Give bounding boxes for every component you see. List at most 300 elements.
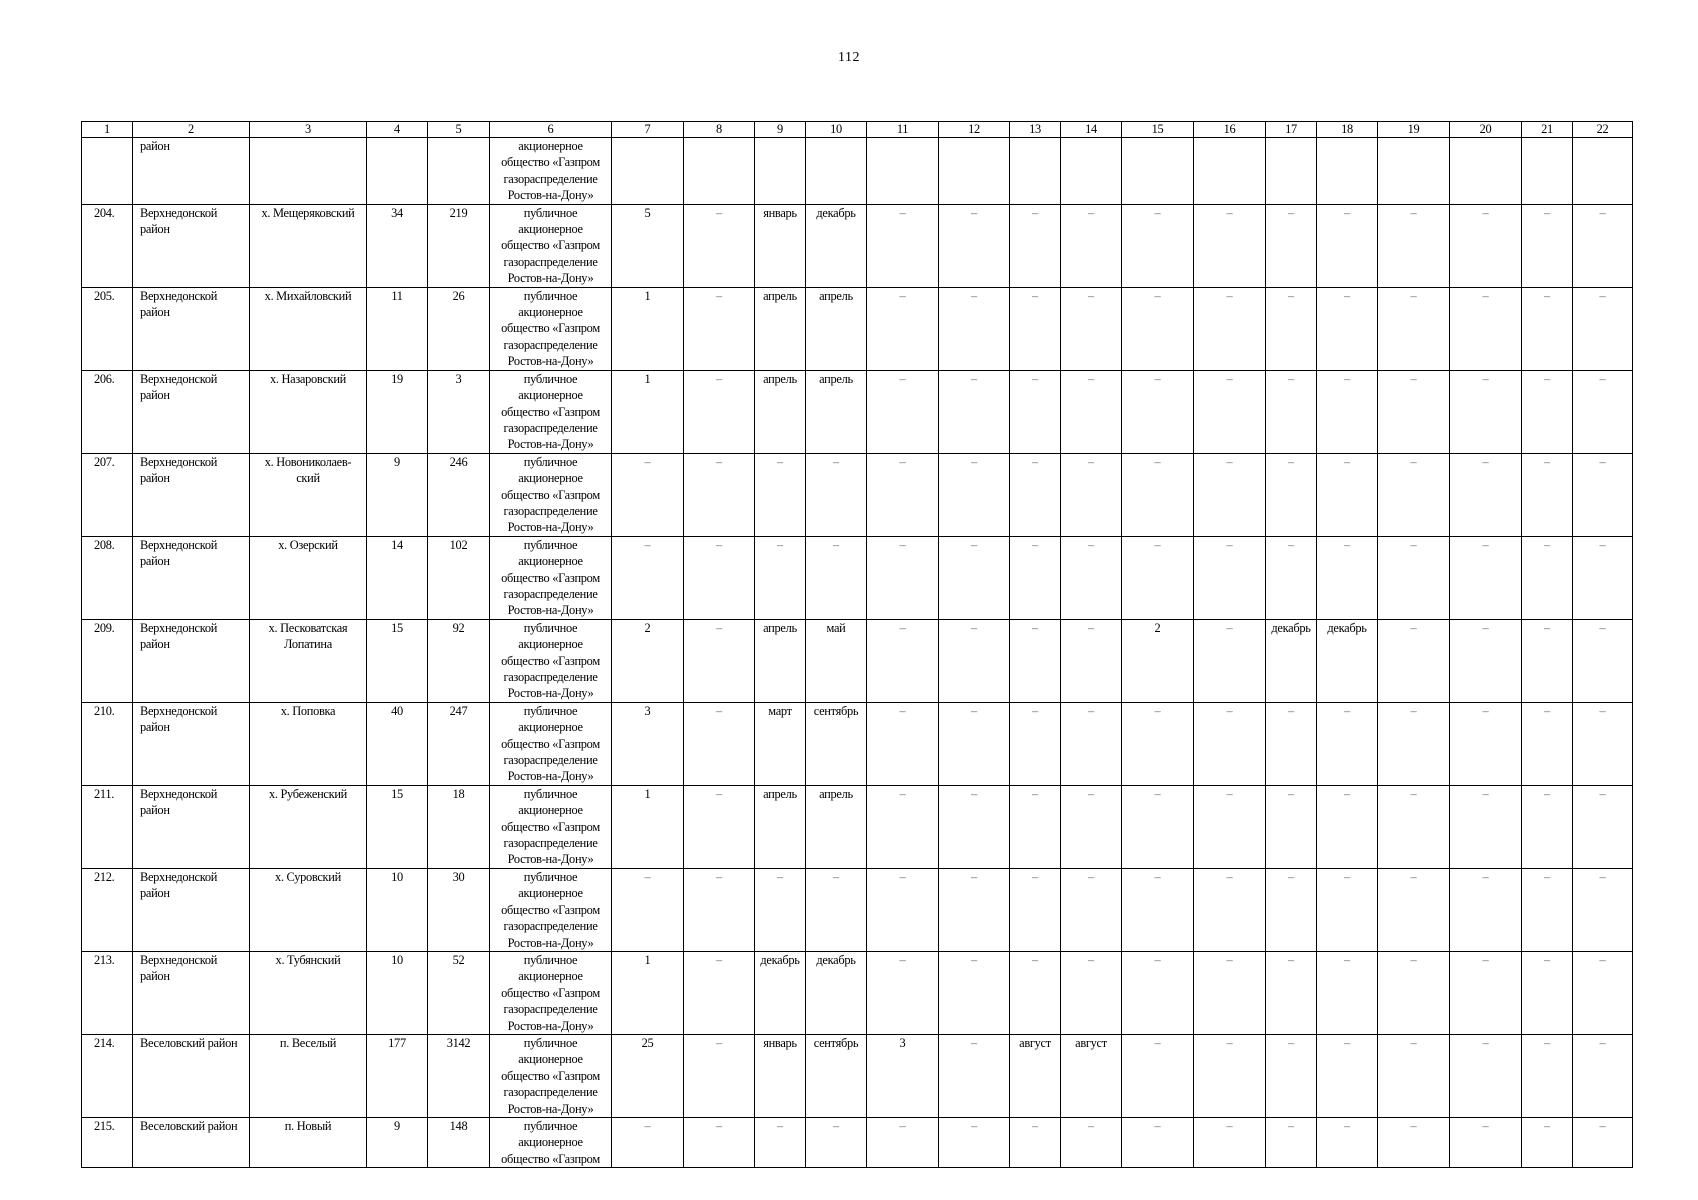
cell-c18: –: [1317, 204, 1378, 287]
cell: [428, 138, 490, 205]
cell-c20: –: [1450, 868, 1522, 951]
cell-c9: апрель: [755, 370, 806, 453]
cell-c12: –: [939, 702, 1010, 785]
table-row: [82, 370, 1633, 453]
cell-row-number: 206.: [82, 370, 133, 453]
cell-c19: –: [1378, 536, 1450, 619]
cell-c21: –: [1522, 453, 1573, 536]
cell-c17: –: [1266, 204, 1317, 287]
cell: [1194, 138, 1266, 205]
cell-c20: –: [1450, 204, 1522, 287]
cell-c18: –: [1317, 536, 1378, 619]
cell-c7: 1: [612, 785, 684, 868]
cell-c9: апрель: [755, 619, 806, 702]
cell-c11: 3: [867, 1034, 939, 1117]
cell-c21: –: [1522, 370, 1573, 453]
cell-c21: –: [1522, 536, 1573, 619]
cell-c10: –: [806, 868, 867, 951]
cell-c11: –: [867, 287, 939, 370]
cell-row-number: 211.: [82, 785, 133, 868]
cell-c16: –: [1194, 453, 1266, 536]
cell-c11: –: [867, 702, 939, 785]
cell: [1317, 138, 1378, 205]
cell-c8: –: [684, 785, 755, 868]
cell-c9: –: [755, 868, 806, 951]
cell-settlement: х. Тубянский: [250, 951, 367, 1034]
cell-c21: –: [1522, 951, 1573, 1034]
cell-c22: –: [1573, 536, 1633, 619]
cell-c21: –: [1522, 1117, 1573, 1167]
cell-settlement: х. Рубеженский: [250, 785, 367, 868]
cell-c10: декабрь: [806, 204, 867, 287]
table-row: [82, 785, 1633, 868]
cell-c14: –: [1061, 287, 1122, 370]
cell-c20: –: [1450, 536, 1522, 619]
cell-c15: –: [1122, 536, 1194, 619]
cell-c18: –: [1317, 868, 1378, 951]
cell-c5: 26: [428, 287, 490, 370]
cell-c10: сентябрь: [806, 702, 867, 785]
cell-c15: –: [1122, 370, 1194, 453]
cell-row-number: 210.: [82, 702, 133, 785]
cell-c22: –: [1573, 370, 1633, 453]
header-cell: 5: [428, 122, 490, 138]
cell-c12: –: [939, 204, 1010, 287]
cell-c17: –: [1266, 785, 1317, 868]
cell-c19: –: [1378, 370, 1450, 453]
cell-c15: –: [1122, 1034, 1194, 1117]
cell-c13: –: [1010, 619, 1061, 702]
header-cell: 20: [1450, 122, 1522, 138]
cell-c13: –: [1010, 868, 1061, 951]
cell-c18: –: [1317, 785, 1378, 868]
cell-c7: 25: [612, 1034, 684, 1117]
cell-c12: –: [939, 785, 1010, 868]
cell-c12: –: [939, 370, 1010, 453]
cell-c16: –: [1194, 619, 1266, 702]
cell-c5: 219: [428, 204, 490, 287]
cell: [612, 138, 684, 205]
cell: [755, 138, 806, 205]
page-number: 112: [838, 50, 860, 65]
header-cell: 4: [367, 122, 428, 138]
cell-c15: –: [1122, 453, 1194, 536]
cell-organization: публичное акционерное общество «Газпром газораспределение Ростов-на-Дону»: [490, 868, 612, 951]
cell-organization: публичное акционерное общество «Газпром газораспределение Ростов-на-Дону»: [490, 1034, 612, 1117]
cell-c12: –: [939, 1034, 1010, 1117]
header-cell: 1: [82, 122, 133, 138]
table-row: [82, 453, 1633, 536]
cell-c21: –: [1522, 619, 1573, 702]
cell: [367, 138, 428, 205]
cell-c15: –: [1122, 785, 1194, 868]
cell-c13: –: [1010, 287, 1061, 370]
cell-c14: –: [1061, 785, 1122, 868]
cell-c8: –: [684, 1034, 755, 1117]
cell-c15: –: [1122, 1117, 1194, 1167]
header-cell: 22: [1573, 122, 1633, 138]
table-row: [82, 1034, 1633, 1117]
cell-c20: –: [1450, 1117, 1522, 1167]
cell-c21: –: [1522, 702, 1573, 785]
header-cell: 7: [612, 122, 684, 138]
cell-organization: публичное акционерное общество «Газпром газораспределение Ростов-на-Дону»: [490, 453, 612, 536]
cell-settlement: х. Новониколаев- ский: [250, 453, 367, 536]
cell-c4: 11: [367, 287, 428, 370]
cell: [684, 138, 755, 205]
cell-c14: –: [1061, 619, 1122, 702]
cell-c16: –: [1194, 204, 1266, 287]
cell-settlement: х. Поповка: [250, 702, 367, 785]
cell-c9: –: [755, 453, 806, 536]
cell: [1573, 138, 1633, 205]
cell-district: Верхнедонской район: [133, 951, 250, 1034]
cell-c4: 15: [367, 785, 428, 868]
cell-row-number: 215.: [82, 1117, 133, 1167]
cell-c15: –: [1122, 868, 1194, 951]
cell-c21: –: [1522, 1034, 1573, 1117]
cell: [1450, 138, 1522, 205]
table-row: [82, 287, 1633, 370]
cell-c11: –: [867, 951, 939, 1034]
table-row: [82, 204, 1633, 287]
cell-c17: –: [1266, 1117, 1317, 1167]
cell-c17: –: [1266, 702, 1317, 785]
cell-c11: –: [867, 204, 939, 287]
cell-c7: 2: [612, 619, 684, 702]
cell-c22: –: [1573, 1034, 1633, 1117]
cell-c8: –: [684, 868, 755, 951]
cell-c18: –: [1317, 370, 1378, 453]
cell-c18: –: [1317, 453, 1378, 536]
cell-c9: –: [755, 536, 806, 619]
cell-settlement: п. Новый: [250, 1117, 367, 1167]
header-cell: 21: [1522, 122, 1573, 138]
cell-organization: публичное акционерное общество «Газпром: [490, 1117, 612, 1167]
cell-c4: 9: [367, 453, 428, 536]
cell-c13: –: [1010, 785, 1061, 868]
cell-c11: –: [867, 785, 939, 868]
cell-district: Верхнедонской район: [133, 453, 250, 536]
cell-c4: 9: [367, 1117, 428, 1167]
cell-c22: –: [1573, 1117, 1633, 1167]
cell-row-number: 205.: [82, 287, 133, 370]
cell-c4: 15: [367, 619, 428, 702]
cell-c8: –: [684, 204, 755, 287]
header-cell: 8: [684, 122, 755, 138]
cell-row-number: 204.: [82, 204, 133, 287]
header-cell: 19: [1378, 122, 1450, 138]
cell-c5: 3142: [428, 1034, 490, 1117]
cell-c20: –: [1450, 785, 1522, 868]
cell-c21: –: [1522, 785, 1573, 868]
cell-c12: –: [939, 868, 1010, 951]
cell-c14: –: [1061, 702, 1122, 785]
cell-c8: –: [684, 951, 755, 1034]
cell-c8: –: [684, 536, 755, 619]
cell-c8: –: [684, 370, 755, 453]
cell-settlement: х. Мещеряковский: [250, 204, 367, 287]
cell-c20: –: [1450, 702, 1522, 785]
cell-c10: апрель: [806, 370, 867, 453]
table-row: [82, 951, 1633, 1034]
cell-c20: –: [1450, 453, 1522, 536]
cell-c15: 2: [1122, 619, 1194, 702]
cell-c19: –: [1378, 204, 1450, 287]
cell-c19: –: [1378, 1117, 1450, 1167]
cell-c4: 10: [367, 868, 428, 951]
cell-c10: апрель: [806, 785, 867, 868]
cell-c18: –: [1317, 702, 1378, 785]
table-row: [82, 536, 1633, 619]
cell-row-number: 209.: [82, 619, 133, 702]
cell-c21: –: [1522, 204, 1573, 287]
header-cell: 9: [755, 122, 806, 138]
cell-c18: декабрь: [1317, 619, 1378, 702]
cell-district: Веселовский район: [133, 1117, 250, 1167]
table-row: [82, 702, 1633, 785]
cell-c13: –: [1010, 536, 1061, 619]
cell-c20: –: [1450, 370, 1522, 453]
cell-organization: публичное акционерное общество «Газпром газораспределение Ростов-на-Дону»: [490, 536, 612, 619]
cell-c5: 92: [428, 619, 490, 702]
cell-c7: 5: [612, 204, 684, 287]
cell-c11: –: [867, 619, 939, 702]
cell-organization: публичное акционерное общество «Газпром газораспределение Ростов-на-Дону»: [490, 619, 612, 702]
cell-c17: –: [1266, 370, 1317, 453]
cell: [1378, 138, 1450, 205]
cell: [1522, 138, 1573, 205]
table-row: [82, 1117, 1633, 1167]
cell-c19: –: [1378, 702, 1450, 785]
header-cell: 15: [1122, 122, 1194, 138]
cell-c22: –: [1573, 785, 1633, 868]
header-cell: 10: [806, 122, 867, 138]
cell-district: Верхнедонской район: [133, 370, 250, 453]
cell-c11: –: [867, 453, 939, 536]
cell-c5: 247: [428, 702, 490, 785]
cell-organization: публичное акционерное общество «Газпром газораспределение Ростов-на-Дону»: [490, 702, 612, 785]
cell-district: район: [133, 138, 250, 205]
cell-c9: апрель: [755, 287, 806, 370]
cell-c13: август: [1010, 1034, 1061, 1117]
header-cell: 14: [1061, 122, 1122, 138]
header-cell: 16: [1194, 122, 1266, 138]
cell-c7: –: [612, 868, 684, 951]
cell: [250, 138, 367, 205]
cell-c20: –: [1450, 619, 1522, 702]
table-row: [82, 619, 1633, 702]
cell-c16: –: [1194, 702, 1266, 785]
cell-c16: –: [1194, 370, 1266, 453]
cell-c7: –: [612, 1117, 684, 1167]
cell: [867, 138, 939, 205]
cell-c14: –: [1061, 453, 1122, 536]
cell-c13: –: [1010, 951, 1061, 1034]
header-cell: 3: [250, 122, 367, 138]
cell-c11: –: [867, 370, 939, 453]
cell-settlement: п. Веселый: [250, 1034, 367, 1117]
cell-c8: –: [684, 619, 755, 702]
cell-c8: –: [684, 702, 755, 785]
cell-district: Верхнедонской район: [133, 619, 250, 702]
cell-row-number: 212.: [82, 868, 133, 951]
table-row-continued: [82, 138, 1633, 205]
cell-c17: –: [1266, 1034, 1317, 1117]
cell-c14: –: [1061, 1117, 1122, 1167]
cell-c18: –: [1317, 1117, 1378, 1167]
cell-c4: 40: [367, 702, 428, 785]
cell-c7: 1: [612, 370, 684, 453]
cell: [1061, 138, 1122, 205]
cell-c5: 30: [428, 868, 490, 951]
cell-c20: –: [1450, 951, 1522, 1034]
cell-c8: –: [684, 453, 755, 536]
data-table: [81, 121, 1633, 1168]
header-cell: 12: [939, 122, 1010, 138]
cell-c13: –: [1010, 702, 1061, 785]
cell-c7: –: [612, 536, 684, 619]
cell-district: Веселовский район: [133, 1034, 250, 1117]
cell-organization: публичное акционерное общество «Газпром газораспределение Ростов-на-Дону»: [490, 951, 612, 1034]
cell-c14: –: [1061, 536, 1122, 619]
cell-c14: август: [1061, 1034, 1122, 1117]
cell-c5: 52: [428, 951, 490, 1034]
cell-c21: –: [1522, 287, 1573, 370]
cell-c8: –: [684, 287, 755, 370]
header-cell: 11: [867, 122, 939, 138]
cell-c9: март: [755, 702, 806, 785]
cell-c4: 19: [367, 370, 428, 453]
cell-c15: –: [1122, 951, 1194, 1034]
cell-c19: –: [1378, 1034, 1450, 1117]
cell-c9: апрель: [755, 785, 806, 868]
cell-c5: 148: [428, 1117, 490, 1167]
cell-c13: –: [1010, 453, 1061, 536]
cell-c16: –: [1194, 785, 1266, 868]
cell-c13: –: [1010, 370, 1061, 453]
cell-c10: апрель: [806, 287, 867, 370]
cell-c9: январь: [755, 204, 806, 287]
cell-c19: –: [1378, 951, 1450, 1034]
cell-organization: публичное акционерное общество «Газпром газораспределение Ростов-на-Дону»: [490, 785, 612, 868]
cell-c4: 10: [367, 951, 428, 1034]
cell-settlement: х. Песковатская Лопатина: [250, 619, 367, 702]
cell-c19: –: [1378, 619, 1450, 702]
cell-c15: –: [1122, 287, 1194, 370]
cell-c22: –: [1573, 453, 1633, 536]
cell-c13: –: [1010, 204, 1061, 287]
cell-c16: –: [1194, 951, 1266, 1034]
cell-c18: –: [1317, 287, 1378, 370]
cell-organization: акционерное общество «Газпром газораспределение Ростов-на-Дону»: [490, 138, 612, 205]
header-cell: 2: [133, 122, 250, 138]
cell-c16: –: [1194, 1034, 1266, 1117]
cell-c16: –: [1194, 536, 1266, 619]
cell-c5: 102: [428, 536, 490, 619]
cell-c15: –: [1122, 204, 1194, 287]
cell: [1010, 138, 1061, 205]
cell-c11: –: [867, 1117, 939, 1167]
cell-c11: –: [867, 536, 939, 619]
cell-c11: –: [867, 868, 939, 951]
cell-c12: –: [939, 536, 1010, 619]
cell-c9: декабрь: [755, 951, 806, 1034]
cell-c10: сентябрь: [806, 1034, 867, 1117]
cell-c12: –: [939, 287, 1010, 370]
cell-row-number: 208.: [82, 536, 133, 619]
cell-c19: –: [1378, 287, 1450, 370]
cell-c12: –: [939, 951, 1010, 1034]
cell-c5: 246: [428, 453, 490, 536]
cell-c17: декабрь: [1266, 619, 1317, 702]
cell-c14: –: [1061, 951, 1122, 1034]
cell-c17: –: [1266, 453, 1317, 536]
cell-c17: –: [1266, 951, 1317, 1034]
cell-district: Верхнедонской район: [133, 702, 250, 785]
cell-c16: –: [1194, 287, 1266, 370]
cell-c18: –: [1317, 1034, 1378, 1117]
cell-district: Верхнедонской район: [133, 536, 250, 619]
cell-c12: –: [939, 619, 1010, 702]
header-cell: 18: [1317, 122, 1378, 138]
cell-district: Верхнедонской район: [133, 785, 250, 868]
cell-c12: –: [939, 1117, 1010, 1167]
cell-c20: –: [1450, 1034, 1522, 1117]
cell-district: Верхнедонской район: [133, 868, 250, 951]
cell-c7: 1: [612, 951, 684, 1034]
cell-c19: –: [1378, 453, 1450, 536]
cell: [82, 138, 133, 205]
cell: [1266, 138, 1317, 205]
cell-c22: –: [1573, 951, 1633, 1034]
cell-c17: –: [1266, 868, 1317, 951]
cell-c7: 3: [612, 702, 684, 785]
cell-c9: январь: [755, 1034, 806, 1117]
cell-c15: –: [1122, 702, 1194, 785]
cell-c4: 14: [367, 536, 428, 619]
cell: [939, 138, 1010, 205]
cell-c14: –: [1061, 868, 1122, 951]
header-cell: 17: [1266, 122, 1317, 138]
cell-c19: –: [1378, 785, 1450, 868]
cell-c20: –: [1450, 287, 1522, 370]
cell-c16: –: [1194, 868, 1266, 951]
cell-c4: 177: [367, 1034, 428, 1117]
cell-c8: –: [684, 1117, 755, 1167]
cell-c18: –: [1317, 951, 1378, 1034]
cell-c16: –: [1194, 1117, 1266, 1167]
cell-c21: –: [1522, 868, 1573, 951]
cell: [806, 138, 867, 205]
cell-c7: 1: [612, 287, 684, 370]
cell-settlement: х. Михайловский: [250, 287, 367, 370]
cell-c5: 18: [428, 785, 490, 868]
cell-settlement: х. Озерский: [250, 536, 367, 619]
cell-c14: –: [1061, 370, 1122, 453]
table-row: [82, 868, 1633, 951]
cell-c22: –: [1573, 868, 1633, 951]
cell-c22: –: [1573, 702, 1633, 785]
cell-row-number: 214.: [82, 1034, 133, 1117]
cell-district: Верхнедонской район: [133, 287, 250, 370]
header-row: [82, 122, 1633, 138]
cell-settlement: х. Суровский: [250, 868, 367, 951]
cell-organization: публичное акционерное общество «Газпром газораспределение Ростов-на-Дону»: [490, 370, 612, 453]
cell-c10: май: [806, 619, 867, 702]
cell-c19: –: [1378, 868, 1450, 951]
header-cell: 13: [1010, 122, 1061, 138]
